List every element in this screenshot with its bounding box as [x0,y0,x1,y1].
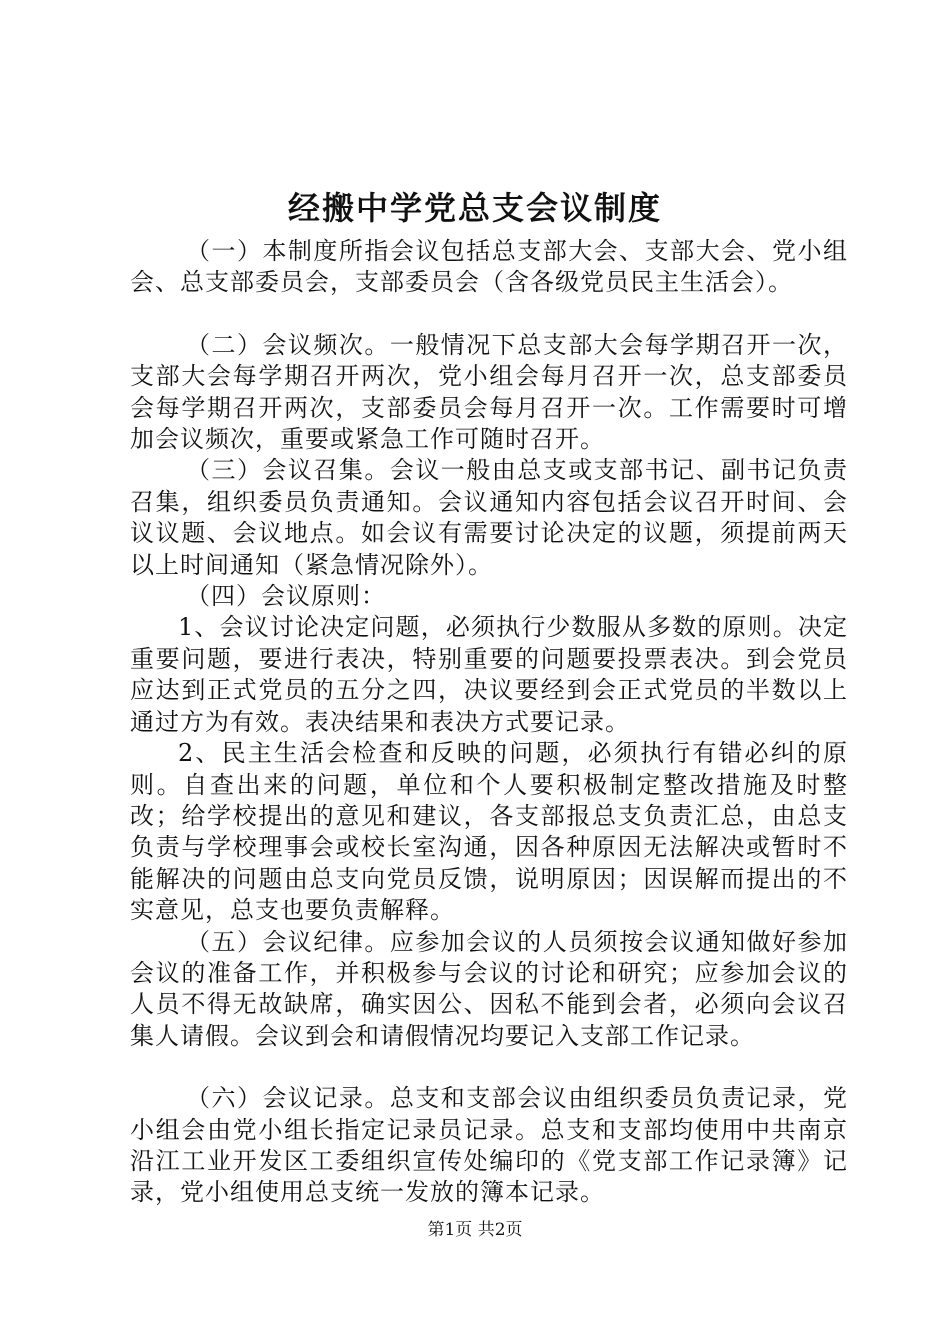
paragraph-scope: （一）本制度所指会议包括总支部大会、支部大会、党小组会、总支部委员会，支部委员会（含各级党员民主生活会）。 [130,237,848,297]
document-body [130,236,848,1209]
paragraph-principles-heading: （四）会议原则： [186,582,386,611]
paragraph-principle-2: 2、民主生活会检查和反映的问题，必须执行有错必纠的原则。自查出来的问题，单位和个人要积极制定整改措施及时整改；给学校提出的意见和建议，各支部报总支负责汇总，由总支负责与学校理事会或校长室沟通，因各种原因无法解决或暂时不能解决的问题由总支向党员反馈，说明原因；因误解而提出的不实意见，总支也要负责解释。 [130,739,848,925]
paragraph-discipline: （五）会议纪律。应参加会议的人员须按会议通知做好参加会议的准备工作，并积极参与会议的讨论和研究；应参加会议的人员不得无故缺席，确实因公、因私不能到会者，必须向会议召集人请假。会议到会和请假情况均要记入支部工作记录。 [130,927,848,1050]
paragraph-convening: （三）会议召集。会议一般由总支或支部书记、副书记负责召集，组织委员负责通知。会议通知内容包括会议召开时间、会议议题、会议地点。如会议有需要讨论决定的议题，须提前两天以上时间通知（紧急情况除外）。 [130,456,848,579]
document-title: 经搬中学党总支会议制度 [287,189,662,227]
page-number-footer: 第1页 共2页 [427,1220,523,1240]
paragraph-records: （六）会议记录。总支和支部会议由组织委员负责记录，党小组会由党小组长指定记录员记录。总支和支部均使用中共南京沿江工业开发区工委组织宣传处编印的《党支部工作记录簿》记录，党小组使用总支统一发放的簿本记录。 [130,1084,848,1207]
paragraph-principle-1: 1、会议讨论决定问题，必须执行少数服从多数的原则。决定重要问题，要进行表决，特别重要的问题要投票表决。到会党员应达到正式党员的五分之四，决议要经到会正式党员的半数以上通过方为有效。表决结果和表决方式要记录。 [130,613,848,736]
paragraph-frequency: （二）会议频次。一般情况下总支部大会每学期召开一次，支部大会每学期召开两次，党小组会每月召开一次，总支部委员会每学期召开两次，支部委员会每月召开一次。工作需要时可增加会议频次，重要或紧急工作可随时召开。 [130,330,848,454]
